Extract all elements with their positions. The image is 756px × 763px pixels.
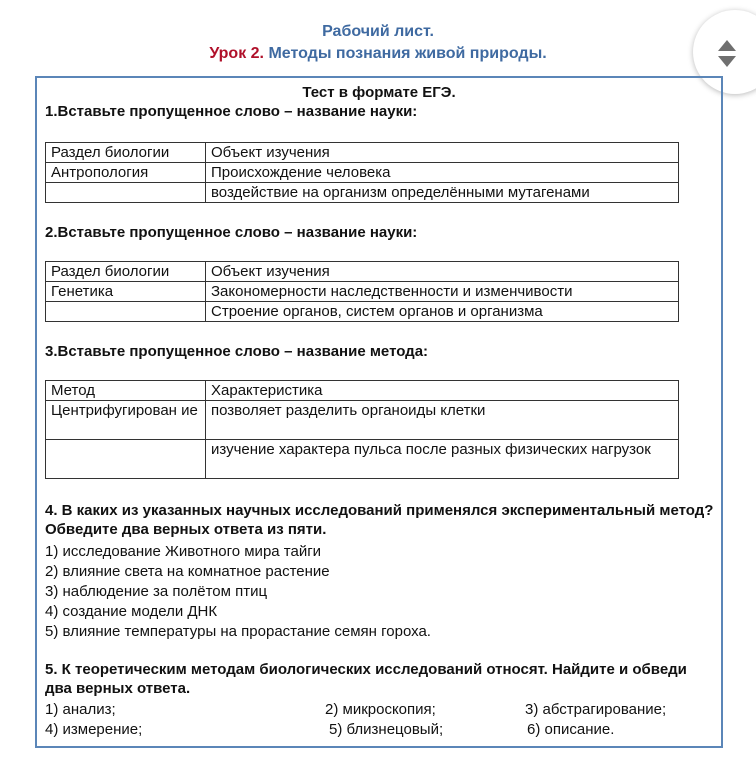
table-row [46, 143, 679, 163]
question-2: 2.Вставьте пропущенное слово – название науки: [45, 224, 418, 241]
table-cell: изучение характера пульса после разных физических нагрузок [206, 440, 679, 479]
answer-option[interactable]: 4) создание модели ДНК [45, 603, 218, 620]
table-cell: Строение органов, систем органов и организма [206, 302, 679, 322]
chevron-up-icon [718, 40, 736, 51]
table-cell: Объект изучения [206, 262, 679, 282]
table-cell: Метод [46, 381, 206, 401]
lesson-topic: Методы познания живой природы. [268, 45, 547, 62]
table-cell: Закономерности наследственности и изменчивости [206, 282, 679, 302]
answer-blank-cell[interactable] [46, 183, 206, 203]
answer-option[interactable]: 5) близнецовый; [329, 721, 444, 738]
worksheet-title: Рабочий лист. [322, 23, 434, 40]
chevron-down-icon [718, 56, 736, 67]
question-1-table [45, 142, 679, 203]
table-cell: позволяет разделить органоиды клетки [206, 401, 679, 440]
question-4-options [45, 542, 431, 642]
question-5: 5. К теоретическим методам биологических исследований относят. Найдите и обведи два верных ответа. [45, 661, 687, 697]
question-4: 4. В каких из указанных научных исследований применялся экспериментальный метод? Обведите два верных ответа из пяти. [45, 502, 714, 538]
test-title: Тест в формате ЕГЭ. [302, 84, 456, 101]
table-cell: Объект изучения [206, 143, 679, 163]
answer-option[interactable]: 6) описание. [527, 721, 615, 738]
answer-option[interactable]: 1) исследование Животного мира тайги [45, 543, 322, 560]
table-row [46, 381, 679, 401]
table-cell: воздействие на организм определёнными мутагенами [206, 183, 679, 203]
table-row [46, 401, 679, 440]
lesson-number: Урок 2. [209, 45, 264, 62]
table-cell: Раздел биологии [46, 143, 206, 163]
table-cell: Происхождение человека [206, 163, 679, 183]
answer-blank-cell[interactable] [46, 440, 206, 479]
table-row [46, 163, 679, 183]
table-row [46, 440, 679, 479]
test-sheet [35, 76, 723, 748]
answer-option[interactable]: 2) влияние света на комнатное растение [45, 563, 330, 580]
table-row [46, 262, 679, 282]
table-cell: Центрифугирован ие [46, 401, 206, 440]
answer-option[interactable]: 2) микроскопия; [325, 701, 436, 718]
question-2-table [45, 261, 679, 322]
answer-option[interactable]: 1) анализ; [45, 701, 116, 718]
table-cell: Генетика [46, 282, 206, 302]
table-row [46, 302, 679, 322]
table-cell: Характеристика [206, 381, 679, 401]
question-1: 1.Вставьте пропущенное слово – название науки: [45, 103, 418, 120]
answer-blank-cell[interactable] [46, 302, 206, 322]
worksheet-header [0, 22, 756, 64]
answer-option[interactable]: 4) измерение; [45, 721, 143, 738]
table-row [46, 282, 679, 302]
answer-option[interactable]: 3) абстрагирование; [525, 701, 667, 718]
lesson-title [0, 44, 756, 64]
table-cell: Антропология [46, 163, 206, 183]
table-row [46, 183, 679, 203]
answer-option[interactable]: 5) влияние температуры на прорастание семян гороха. [45, 623, 431, 640]
table-cell: Раздел биологии [46, 262, 206, 282]
question-3: 3.Вставьте пропущенное слово – название метода: [45, 343, 429, 360]
answer-option[interactable]: 3) наблюдение за полётом птиц [45, 583, 268, 600]
question-3-table [45, 380, 679, 479]
